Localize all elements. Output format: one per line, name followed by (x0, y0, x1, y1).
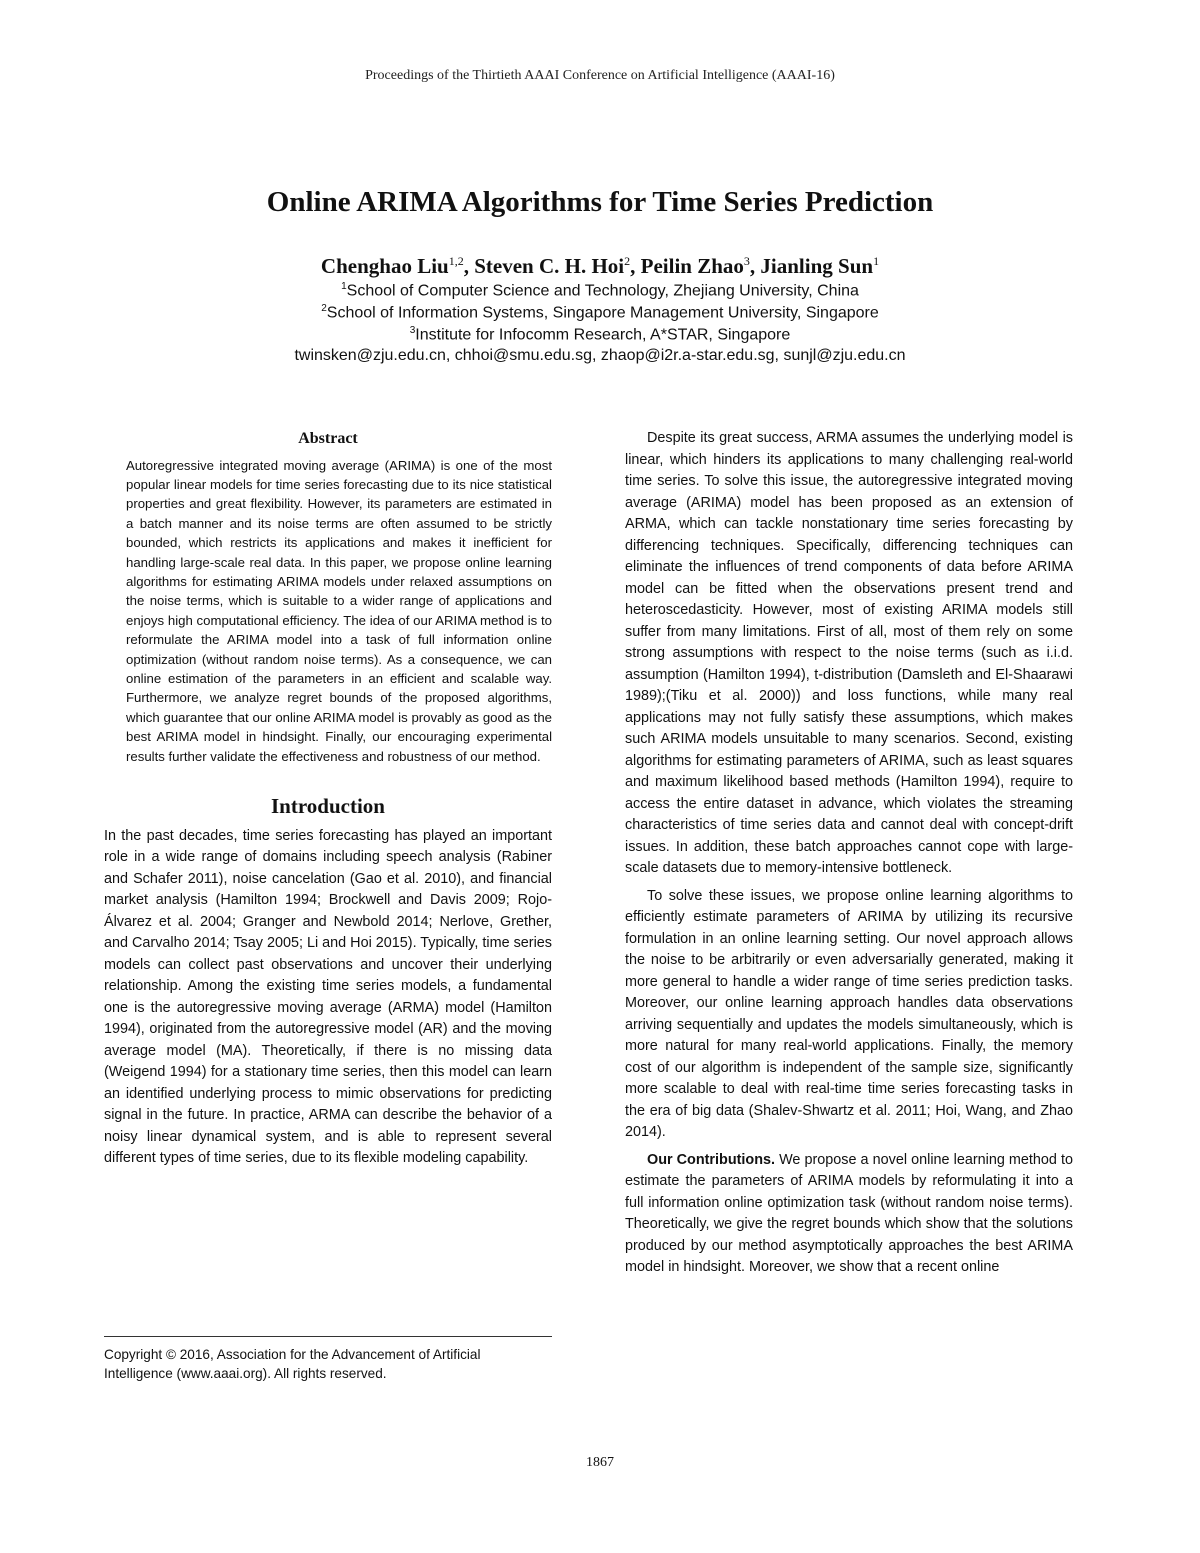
proceedings-header: Proceedings of the Thirtieth AAAI Conference on Artificial Intelligence (AAAI-16) (365, 68, 835, 83)
affiliation: $^2$School of Information Systems, Singapore Management University, Singapore (321, 303, 879, 322)
paper-title: Online ARIMA Algorithms for Time Series Prediction (266, 186, 934, 218)
left-column (104, 428, 552, 1170)
introduction-paragraph: In the past decades, time series forecasting has played an important role in a wide range of domains including speech analysis (Rabiner and Schafer 2011), noise cancelation (Gao et al. 2010), and financial market analysis (Hamilton 1994; Brockwell and Davis 2009; Rojo-Álvarez et al. 2004; Granger and Newbold 2014; Nerlove, Grether, and Carvalho 2014; Tsay 2005; Li and Hoi 2015). Typically, time series models can collect past observations and uncover their underlying relationship. Among the existing time series models, a fundamental one is the autoregressive moving average (ARMA) model (Hamilton 1994), originated from the autoregressive model (AR) and the moving average model (MA). Theoretically, if there is no missing data (Weigend 1994) for a stationary time series, then this model can learn an identified underlying process to mimic observations for predicting signal in the future. In practice, ARMA can describe the behavior of a noisy linear dynamical system, and is able to represent several different types of time series, due to its flexible modeling capability. (104, 827, 552, 1166)
author-emails: twinsken@zju.edu.cn, chhoi@smu.edu.sg, zhaop@i2r.a-star.edu.sg, sunjl@zju.edu.cn (294, 347, 906, 364)
right-column (625, 428, 1073, 1279)
contributions-heading: Our Contributions. (647, 1151, 775, 1168)
abstract-text: Autoregressive integrated moving average (ARIMA) is one of the most popular linear models for time series forecasting due to its nice statistical properties and great flexibility. However, its parameters are estimated in a batch manner and its noise terms are often assumed to be strictly bounded, which restricts its applications and makes it inefficient for handling large-scale real data. In this paper, we propose online learning algorithms for estimating ARIMA models under relaxed assumptions on the noise terms, which is suitable to a wider range of applications and enjoys high computational efficiency. The idea of our ARIMA method is to reformulate the ARIMA model into a task of full information online optimization (without random noise terms). As a consequence, we can online estimation of the parameters in an efficient and scalable way. Furthermore, we analyze regret bounds of the proposed algorithms, which guarantee that our online ARIMA model is provably as good as the best ARIMA model in hindsight. Finally, our encouraging experimental results further validate the effectiveness and robustness of our method. (126, 457, 552, 764)
introduction-heading: Introduction (271, 794, 385, 818)
affiliation: $^3$Institute for Infocomm Research, A*STAR, Singapore (409, 325, 791, 344)
author: Jianling Sun$^1$ (760, 254, 880, 278)
body-paragraph: To solve these issues, we propose online learning algorithms to efficiently estimate parameters of ARIMA by utilizing its recursive formulation in an online learning setting. Our novel approach allows the noise to be arbitrarily or even adversarially generated, making it more general to handle a wider range of time series prediction tasks. Moreover, our online learning approach handles data observations arriving sequentially and updates the models simultaneously, which is more natural for many real-world applications. Finally, the memory cost of our algorithm is independent of the sample size, significantly more scalable to deal with real-time time series forecasting tasks in the era of big data (Shalev-Shwartz et al. 2011; Hoi, Wang, and Zhao 2014). (625, 887, 1073, 1140)
page-number: 1867 (586, 1455, 614, 1470)
author-list (0, 254, 1200, 279)
copyright-text: Copyright © 2016, Association for the Advancement of Artificial Intelligence (www.aaai.org). All rights reserved. (104, 1347, 481, 1381)
author: Steven C. H. Hoi$^2$, (474, 254, 641, 278)
affiliation: $^1$School of Computer Science and Technology, Zhejiang University, China (341, 281, 859, 300)
author: Peilin Zhao$^3$, (640, 254, 761, 278)
contributions-text: We propose a novel online learning method to estimate the parameters of ARIMA models by reformulating it into a full information online optimization task (without random noise terms). Theoretically, we give the regret bounds which show that the solutions produced by our method asymptotically approaches the best ARIMA model in hindsight. Moreover, we show that a recent online (625, 1151, 1073, 1275)
author: Chenghao Liu$^{1,2}$, (320, 254, 475, 278)
abstract-heading: Abstract (298, 430, 358, 447)
body-paragraph: Despite its great success, ARMA assumes the underlying model is linear, which hinders its applications to many challenging real-world time series. To solve this issue, the autoregressive integrated moving average (ARIMA) model has been proposed as an extension of ARMA, which can tackle nonstationary time series forecasting by differencing techniques. Specifically, differencing techniques can eliminate the influences of trend components of data before ARIMA model can be fitted when the observations present trend and heteroscedasticity. However, most of existing ARIMA models still suffer from many limitations. First of all, most of them rely on some strong assumptions with respect to the noise terms (such as i.i.d. assumption (Hamilton 1994), t-distribution (Damsleth and El-Shaarawi 1989);(Tiku et al. 2000)) and loss functions, while many real applications may not fully satisfy these assumptions, which makes such ARIMA models unsuitable to many scenarios. Second, existing algorithms for estimating parameters of ARIMA, such as least squares and maximum likelihood based methods (Hamilton 1994), require to access the entire dataset in advance, which violates the streaming characteristics of time series data and cannot deal with concept-drift issues. In addition, these batch approaches cannot cope with large-scale datasets due to memory-intensive bottleneck. (625, 430, 1073, 876)
contributions-paragraph (625, 1150, 1073, 1279)
copyright-footnote (104, 1336, 552, 1383)
